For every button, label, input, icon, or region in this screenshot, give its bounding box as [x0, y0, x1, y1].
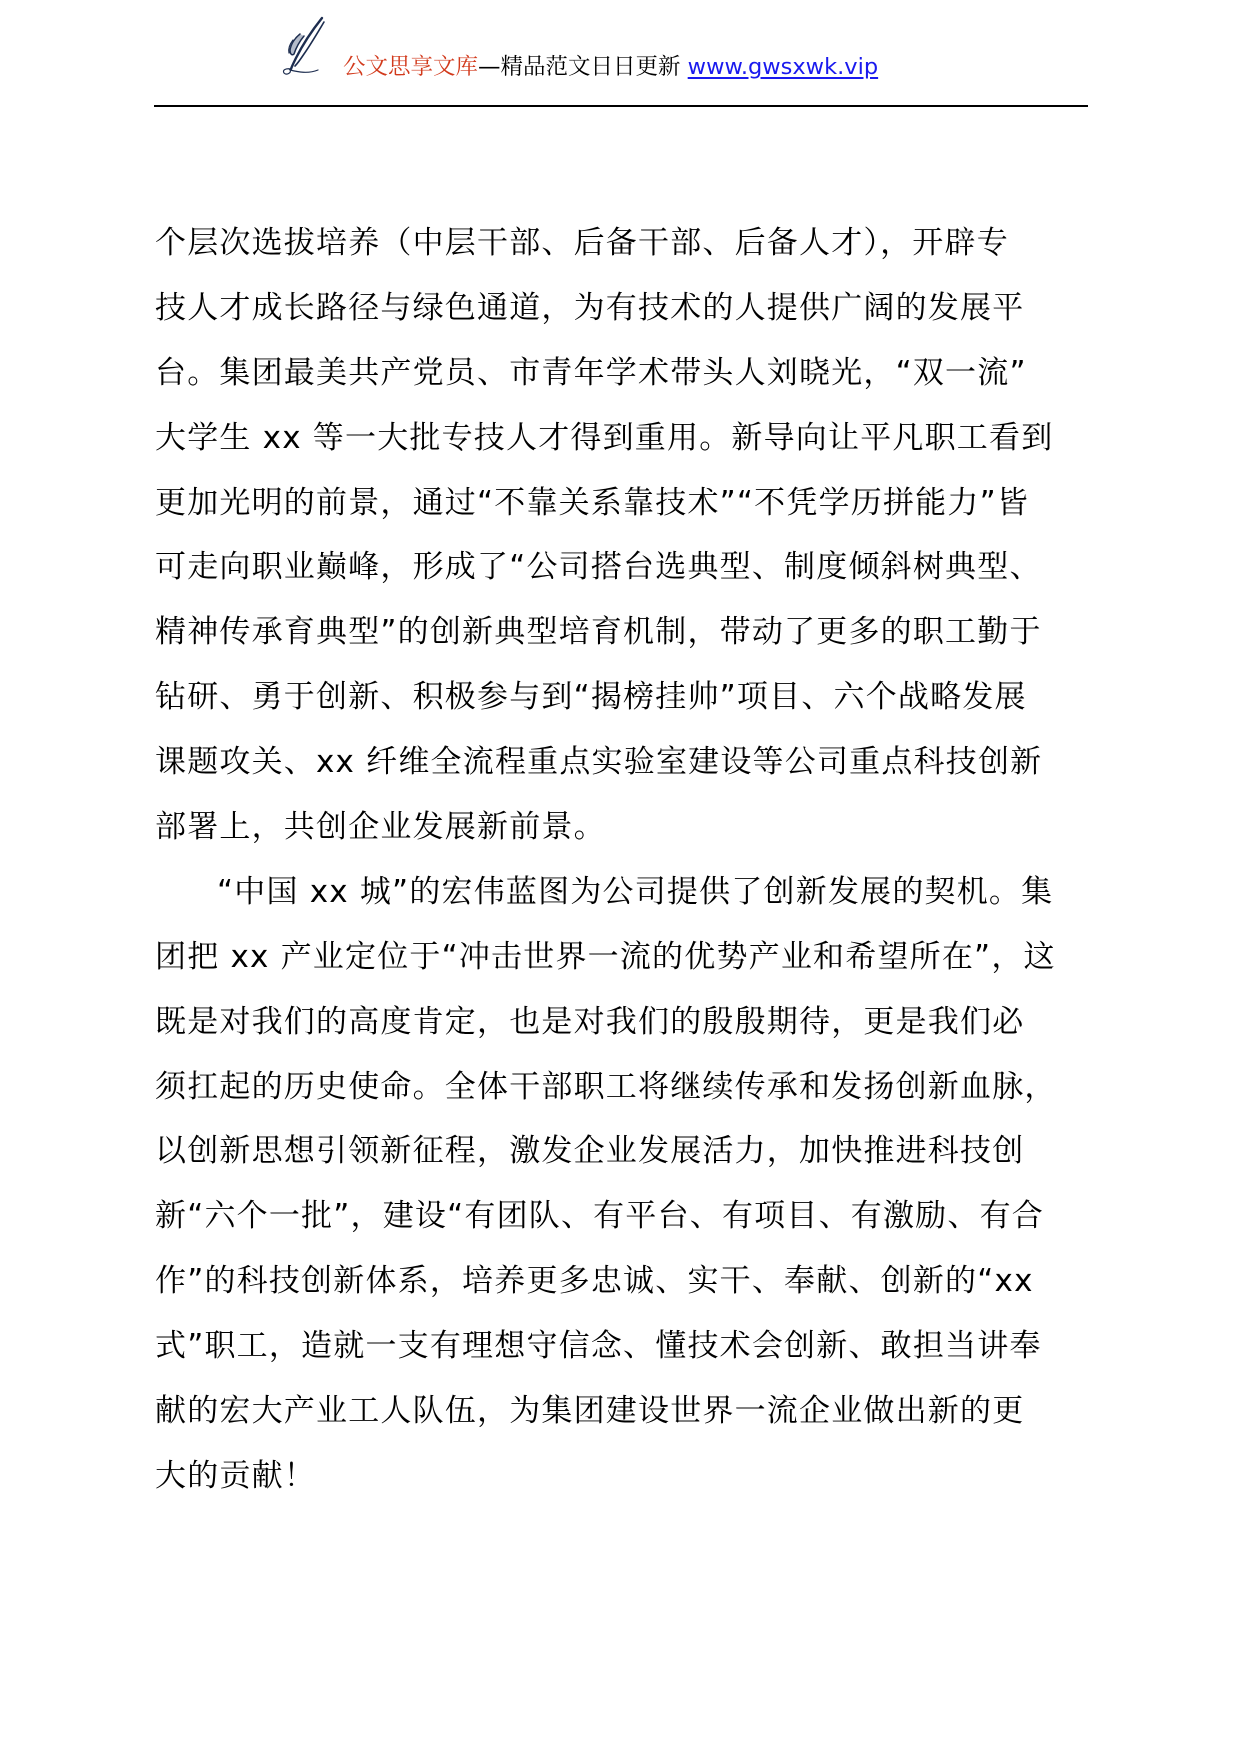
text-line: 新“六个一批”，建设“有团队、有平台、有项目、有激励、有合 [155, 1198, 1044, 1235]
text-line: 课题攻关、xx 纤维全流程重点实验室建设等公司重点科技创新 [155, 744, 1043, 781]
text-line: 献的宏大产业工人队伍，为集团建设世界一流企业做出新的更 [155, 1393, 1025, 1430]
document-body [155, 211, 1095, 1509]
text-line: 须扛起的历史使命。全体干部职工将继续传承和发扬创新血脉， [155, 1068, 1057, 1105]
text-line: 大学生 xx 等一大批专技人才得到重用。新导向让平凡职工看到 [155, 419, 1054, 456]
header-banner [343, 52, 878, 82]
text-line: 台。集团最美共产党员、市青年学术带头人刘晓光，“双一流” [155, 354, 1027, 391]
text-line: 大的贡献！ [155, 1457, 316, 1494]
site-tagline: —精品范文日日更新 [478, 54, 688, 80]
header-divider [154, 105, 1088, 107]
text-line: 个层次选拔培养（中层干部、后备干部、后备人才），开辟专 [155, 225, 1009, 261]
page-header [0, 0, 1240, 100]
text-line: 以创新思想引领新征程，激发企业发展活力，加快推进科技创 [155, 1133, 1025, 1170]
paragraph-start-line: “中国 xx 城”的宏伟蓝图为公司提供了创新发展的契机。集 [217, 873, 1054, 910]
text-line: 式”职工，造就一支有理想守信念、懂技术会创新、敢担当讲奉 [155, 1328, 1042, 1365]
text-line: 精神传承育典型”的创新典型培育机制，带动了更多的职工勤于 [155, 614, 1042, 651]
text-line: 更加光明的前景，通过“不靠关系靠技术”“不凭学历拼能力”皆 [155, 484, 1030, 521]
site-url-link[interactable]: www.gwsxwk.vip [687, 54, 879, 80]
text-line: 作”的科技创新体系，培养更多忠诚、实干、奉献、创新的“xx [155, 1263, 1034, 1300]
text-line: 部署上，共创企业发展新前景。 [155, 809, 606, 846]
text-line: 既是对我们的高度肯定，也是对我们的殷殷期待，更是我们必 [155, 1003, 1025, 1040]
text-line: 可走向职业巅峰，形成了“公司搭台选典型、制度倾斜树典型、 [155, 549, 1042, 586]
text-line: 钻研、勇于创新、积极参与到“揭榜挂帅”项目、六个战略发展 [155, 679, 1027, 716]
site-name: 公文思享文库 [343, 54, 479, 80]
text-line: 团把 xx 产业定位于“冲击世界一流的优势产业和希望所在”，这 [155, 938, 1056, 975]
quill-pen-icon [278, 16, 330, 76]
text-line: 技人才成长路径与绿色通道，为有技术的人提供广阔的发展平 [155, 289, 1025, 326]
